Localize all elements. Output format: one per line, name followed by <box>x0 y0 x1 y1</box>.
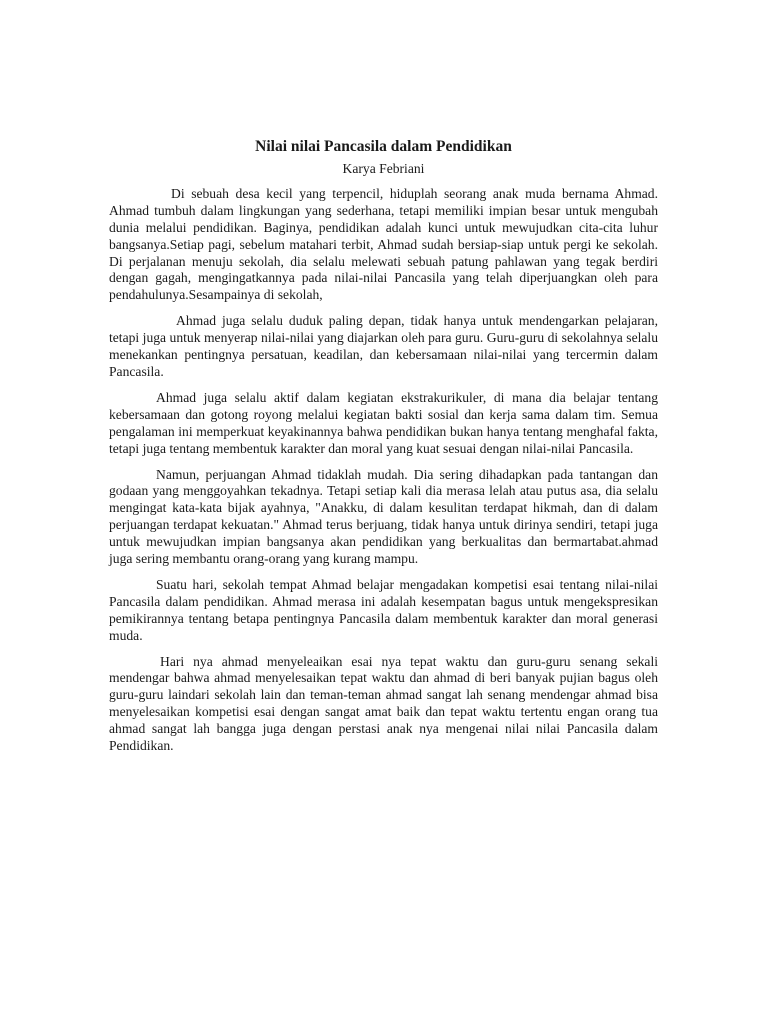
paragraph-1: Di sebuah desa kecil yang terpencil, hiduplah seorang anak muda bernama Ahmad. Ahmad tumbuh dalam lingkungan yang sederhana, tetapi memiliki impian besar untuk mengubah dunia melalui pendidikan. Baginya, pendidikan adalah kunci untuk mewujudkan cita-cita luhur bangsanya.Setiap pagi, sebelum matahari terbit, Ahmad sudah bersiap-siap untuk pergi ke sekolah. Di perjalanan menuju sekolah, dia selalu melewati sebuah patung pahlawan yang tegak berdiri dengan gagah, mengingatkannya pada nilai-nilai Pancasila yang telah diperjuangkan oleh para pendahulunya.Sesampainya di sekolah, <box>109 185 658 303</box>
paragraph-4: Namun, perjuangan Ahmad tidaklah mudah. Dia sering dihadapkan pada tantangan dan godaan yang menggoyahkan tekadnya. Tetapi setiap kali dia merasa lelah atau putus asa, dia selalu mengingat kata-kata bijak ayahnya, "Anakku, di dalam kesulitan terdapat hikmah, dan di dalam perjuangan terdapat kekuatan." Ahmad terus berjuang, tidak hanya untuk dirinya sendiri, tetapi juga untuk mewujudkan impian bangsanya akan pendidikan yang berkualitas dan bermartabat.ahmad juga sering membantu orang-orang yang kurang mampu. <box>109 466 658 567</box>
document-title: Nilai nilai Pancasila dalam Pendidikan <box>255 138 512 155</box>
paragraph-6: Hari nya ahmad menyeleaikan esai nya tepat waktu dan guru-guru senang sekali mendengar bahwa ahmad menyelesaikan tepat waktu dan ahmad di beri banyak pujian bagus oleh guru-guru laindari sekolah lain dan teman-teman ahmad sangat lah senang mendengar ahmad bisa menyelesaikan kompetisi esai dengan sangat amat baik dan tepat waktu tertentu engan orang tua ahmad sangat lah bangga juga dengan perstasi anak nya mengenai nilai nilai Pancasila dalam Pendidikan. <box>109 653 658 754</box>
document-page <box>109 137 658 764</box>
paragraph-5: Suatu hari, sekolah tempat Ahmad belajar mengadakan kompetisi esai tentang nilai-nilai Pancasila dalam pendidikan. Ahmad merasa ini adalah kesempatan bagus untuk mengekspresikan pemikirannya tentang betapa pentingnya Pancasila dalam membentuk karakter dan moral generasi muda. <box>109 576 658 643</box>
document-author: Karya Febriani <box>342 161 425 176</box>
paragraph-2: Ahmad juga selalu duduk paling depan, tidak hanya untuk mendengarkan pelajaran, tetapi juga untuk menyerap nilai-nilai yang diajarkan oleh para guru. Guru-guru di sekolahnya selalu menekankan pentingnya persatuan, keadilan, dan kebersamaan nilai-nilai yang tercermin dalam Pancasila. <box>109 313 658 379</box>
paragraph-3: Ahmad juga selalu aktif dalam kegiatan ekstrakurikuler, di mana dia belajar tentang kebersamaan dan gotong royong melalui kegiatan bakti sosial dan kerja sama dalam tim. Semua pengalaman ini memperkuat keyakinannya bahwa pendidikan bukan hanya tentang menghafal fakta, tetapi juga tentang membentuk karakter dan moral yang kuat sesuai dengan nilai-nilai Pancasila. <box>109 389 658 456</box>
